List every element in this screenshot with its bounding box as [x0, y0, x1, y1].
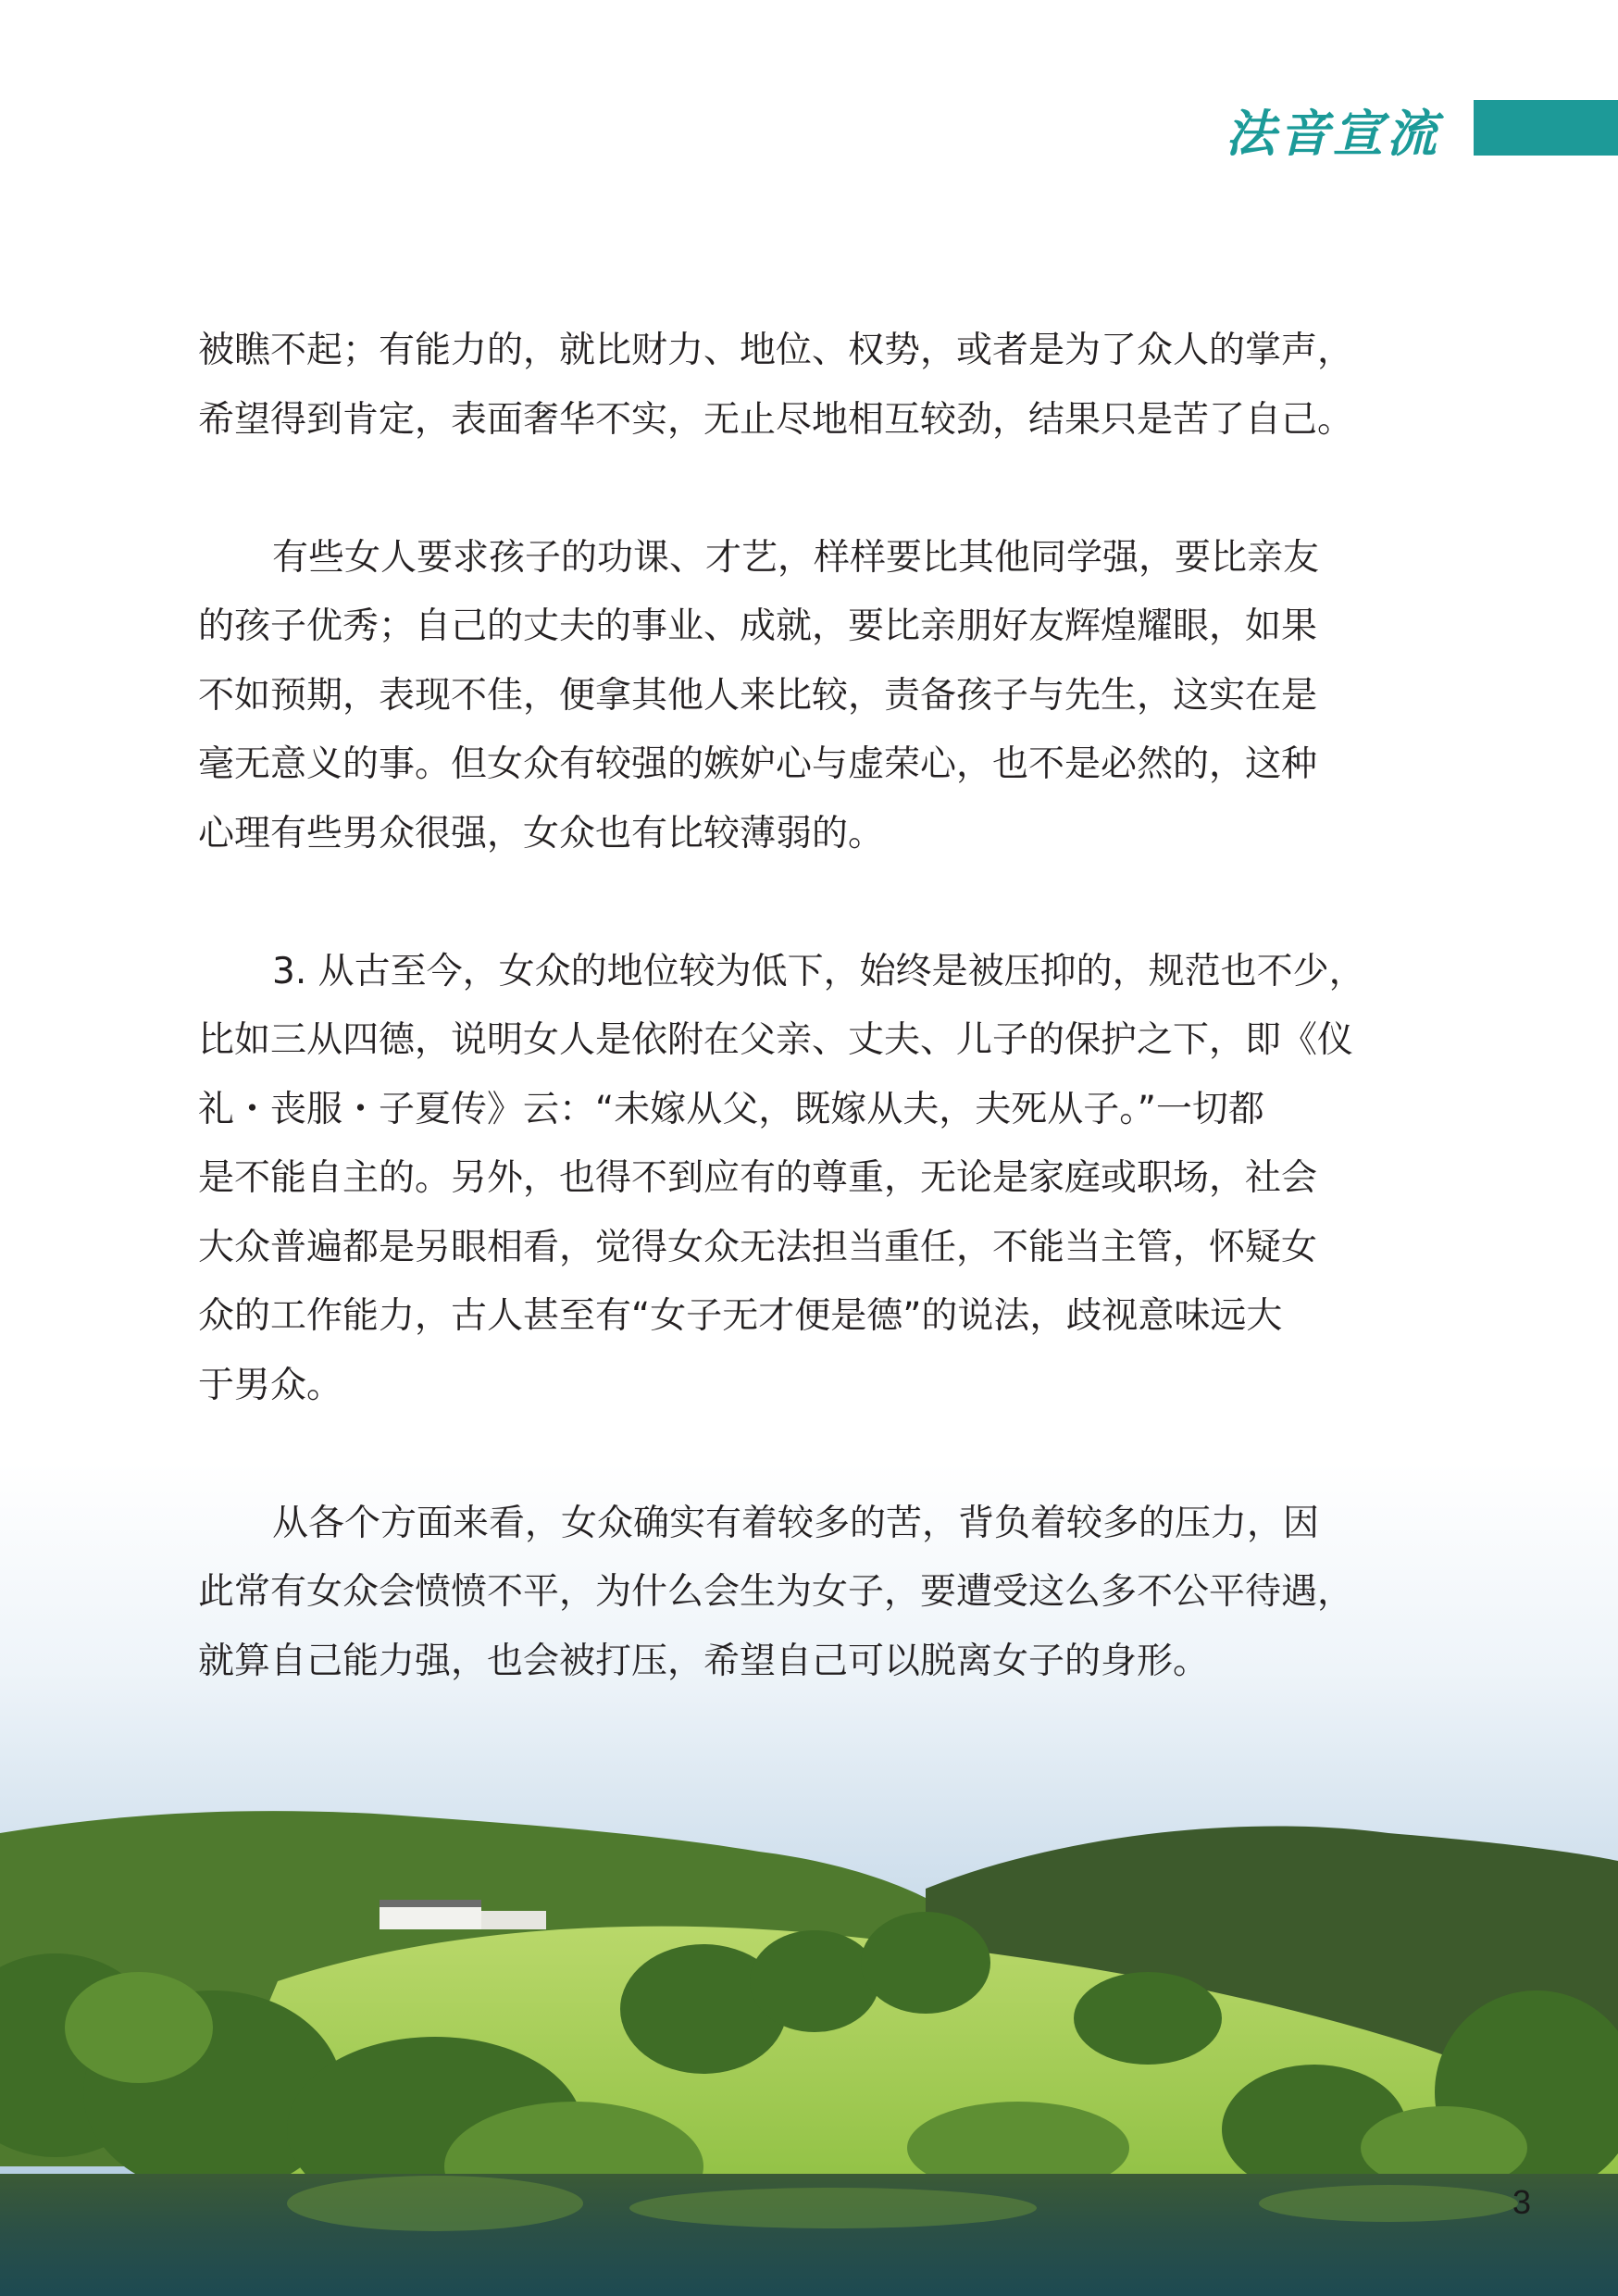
- text-line: 不如预期，表现不佳，便拿其他人来比较，责备孩子与先生，这实在是: [198, 674, 1318, 717]
- text-line: 被瞧不起；有能力的，就比财力、地位、权势，或者是为了众人的掌声，: [198, 330, 1354, 371]
- text-line: 希望得到肯定，表面奢华不实，无止尽地相互较劲，结果只是苦了自己。: [198, 398, 1354, 441]
- text-line: 众的工作能力，古人甚至有“女子无才便是德”的说法，歧视意味远大: [198, 1295, 1283, 1337]
- paragraph: [198, 938, 1420, 1421]
- text-line: 此常有女众会愤愤不平，为什么会生为女子，要遭受这么多不公平待遇，: [198, 1571, 1354, 1613]
- text-line: 就算自己能力强，也会被打压，希望自己可以脱离女子的身形。: [198, 1640, 1210, 1682]
- header-accent-bar: [1474, 100, 1618, 156]
- text-line: 是不能自主的。另外，也得不到应有的尊重，无论是家庭或职场，社会: [198, 1157, 1318, 1199]
- text-line: 的孩子优秀；自己的丈夫的事业、成就，要比亲朋好友辉煌耀眼，如果: [198, 605, 1318, 647]
- text-line: 比如三从四德，说明女人是依附在父亲、丈夫、儿子的保护之下，即《仪: [198, 1019, 1354, 1061]
- paragraph-spacer: [198, 455, 1420, 524]
- text-line: 于男众。: [198, 1364, 343, 1406]
- page-number: 3: [1512, 2183, 1532, 2221]
- section-title: 法音宣流: [1226, 105, 1440, 163]
- text-line: 大众普遍都是另眼相看，觉得女众无法担当重任，不能当主管，怀疑女: [198, 1226, 1318, 1268]
- text-line: 心理有些男众很强，女众也有比较薄弱的。: [198, 812, 885, 855]
- paragraph: [198, 1490, 1420, 1697]
- paragraph: [198, 524, 1420, 869]
- paragraph: [198, 317, 1420, 455]
- article-body: [198, 317, 1420, 1696]
- text-line: 有些女人要求孩子的功课、才艺，样样要比其他同学强，要比亲友: [272, 536, 1320, 579]
- text-line: 礼・丧服・子夏传》云：“未嫁从父，既嫁从夫，夫死从子。”一切都: [198, 1088, 1264, 1130]
- house: [380, 1905, 481, 1929]
- text-line: 3. 从古至今，女众的地位较为低下，始终是被压抑的，规范也不少，: [272, 950, 1365, 992]
- text-line: 从各个方面来看，女众确实有着较多的苦，背负着较多的压力，因: [272, 1502, 1320, 1544]
- text-line: 毫无意义的事。但女众有较强的嫉妒心与虚荣心，也不是必然的，这种: [198, 743, 1318, 785]
- paragraph-spacer: [198, 868, 1420, 938]
- paragraph-spacer: [198, 1420, 1420, 1490]
